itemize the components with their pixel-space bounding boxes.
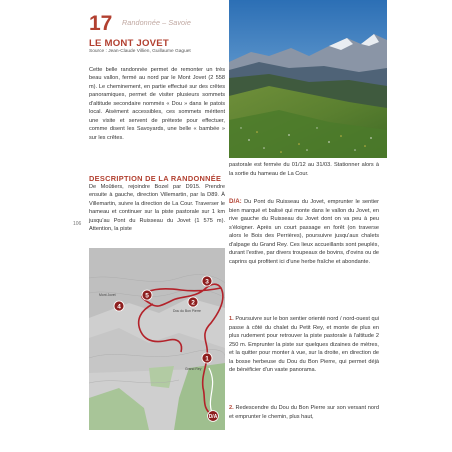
marker-da: D/A: [208, 414, 218, 421]
marker-4: 4: [117, 303, 121, 311]
route-title: LE MONT JOVET: [89, 38, 169, 49]
route-map-image: [89, 248, 225, 430]
map-label-grand-rey: Grand Rey: [185, 367, 202, 371]
intro-paragraph: Cette belle randonnée permet de remonter un très beau vallon, fermé au nord par le Mont Jovet (2 558 m). Le cheminement, en partie effectué sur des crêtes panoramiques, permet de visiter plusieurs sommets d'altitude secondaire nommés « Dou » dans le patois local. Aisément accessibles, ces sommets méritent une visite et servent de prétexte pour effectuer, comme disent les Savoyards, une belle « bambée » sur les crêtes.: [89, 67, 225, 141]
route-number: 17: [89, 12, 113, 35]
mountain-photo: [229, 0, 387, 158]
step-2-number: 2.: [229, 405, 234, 411]
route-map: [89, 248, 225, 430]
marker-2: 2: [191, 299, 195, 307]
mountain-landscape-image: [229, 0, 387, 158]
da-label: D/A:: [229, 198, 242, 205]
step-2-paragraph: [229, 404, 379, 421]
source-credit: Source : Jean-Claude Villien, Guillaume Gaguet: [89, 49, 191, 54]
section-heading: DESCRIPTION DE LA RANDONNÉE: [89, 174, 222, 183]
map-label-dou-du-bon-pierre: Dou du Bon Pierre: [173, 309, 201, 313]
map-label-mont-jovet: Mont Jovet: [99, 293, 116, 297]
step-2-text: Redescendre du Dou du Bon Pierre sur son versant nord et emprunter le chemin, plus haut,: [229, 405, 380, 420]
access-paragraph: De Moûtiers, rejoindre Bozel par D915. Prendre ensuite à gauche, direction Villemartin, par la D89. À Villemartin, suivre la direction de La Cour. Traverser le hameau et continuer sur la piste pastorale sur 1 km jusqu'au Pont du Ruisseau du Jovet (1 575 m). Attention, la piste: [89, 184, 225, 233]
book-page: [73, 0, 387, 452]
marker-1: 1: [205, 355, 209, 363]
marker-3: 3: [205, 278, 209, 286]
da-paragraph: [229, 198, 379, 266]
step-1-text: Poursuivre sur le bon sentier orienté nord / nord-ouest qui passe à côté du chalet du Petit Rey, et monte de plus en plus rudement pour retrouver la piste pastorale à l'altitude 2 250 m. Emprunter la piste sur quelques dizaines de mètres, et la quitter pour monter à vue, sur la droite, en direction de la bosse herbeuse du Dou du Bon Pierre, qui permet déjà de bénéficier d'un vaste panorama.: [229, 316, 380, 373]
marker-5: 5: [145, 292, 149, 300]
page-number: 106: [73, 221, 82, 227]
access-continuation: pastorale est fermée du 01/12 au 31/03. Stationner alors à la sortie du hameau de La Cour.: [229, 162, 379, 177]
route-category: Randonnée – Savoie: [122, 18, 191, 27]
da-text: Du Pont du Ruisseau du Jovet, emprunter le sentier bien marqué et balisé qui monte dans le vallon du Jovet, en rive gauche du Ruisseau du Jovet dont on va peu à peu s'éloigner. Après un court passage en forêt (on traverse alors le Bois des Perrières), poursuivre jusqu'aux chalets d'alpage du Grand Rey. Ces lieux accueillants sont peuplés, durant l'estive, par divers troupeaux de bovins, d'ovins ou de caprins qui profitent ici d'une herbe fraîche et abondante.: [229, 199, 379, 265]
step-1-paragraph: [229, 315, 379, 375]
step-1-number: 1.: [229, 316, 234, 322]
